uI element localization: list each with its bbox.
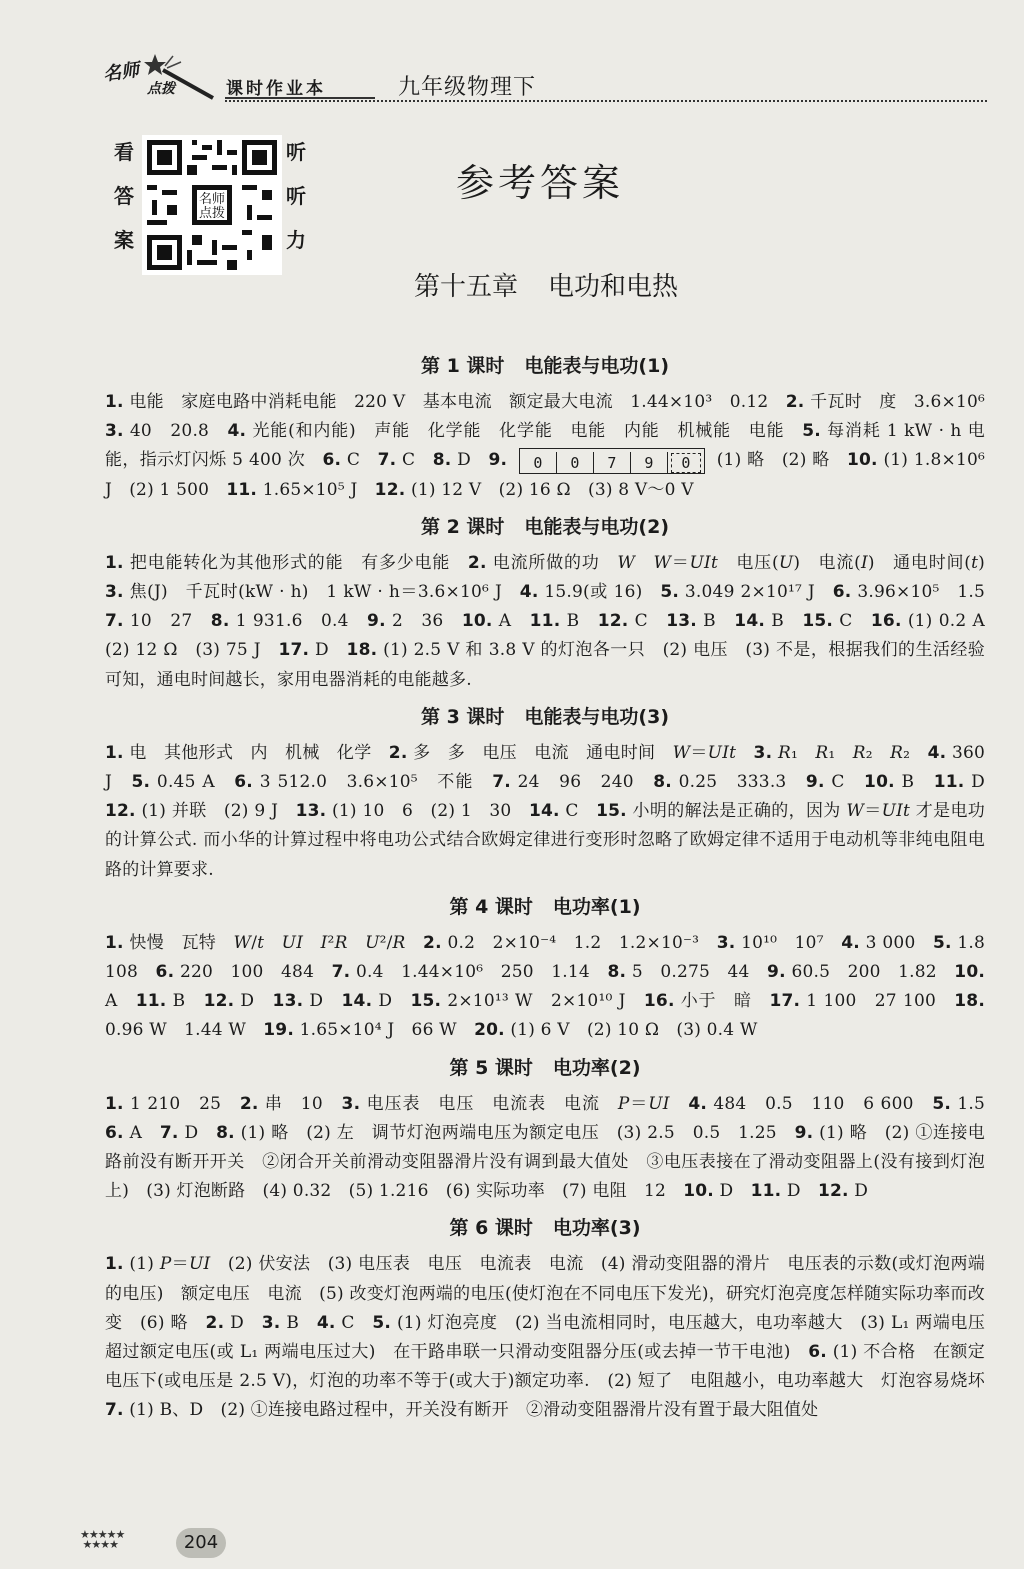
meter-reading-boxes <box>519 448 705 474</box>
lesson-name: 电功率(2) <box>552 1056 641 1079</box>
meter-digit: 0 <box>557 452 594 474</box>
lesson-name: 电功率(3) <box>552 1217 641 1240</box>
lesson-answers-3: 1. 电 其他形式 内 机械 化学 2. 多 多 电压 电流 通电时间 W＝UIt 3. R₁ R₁ R₂ R₂ 4. 360 J 5. 0.45 A 6. 3 512.0 3.6×10⁵ 不能 7. 24 96 240 8. 0.25 333.3 9. C 10. B 11. D 12. (1) 并联 (2) 9 J 13. (1) 10 6 (2) 1 30 14. C 15. 小明的解法是正确的，因为 W＝UIt 才是电功的计算公式. 而小华的计算过程中将电功公式结合欧姆定律进行变形时忽略了欧姆定律不适用于电动机等非纯电阻电路的计算要求. <box>105 742 1003 880</box>
meter-decimal-digit: 0 <box>671 453 701 473</box>
lesson-name: 电能表与电功(3) <box>524 705 670 728</box>
qr-right-char: 听 <box>286 140 306 164</box>
svg-text:名师: 名师 <box>198 192 226 207</box>
qr-left-char: 看 <box>114 140 134 164</box>
page-footer <box>80 1524 240 1564</box>
lesson-number: 第 4 课时 <box>449 895 533 918</box>
lesson-answers-1 <box>105 388 1003 505</box>
meter-digit: 0 <box>520 452 557 474</box>
lesson-heading-6 <box>105 1206 985 1250</box>
meter-digit: 9 <box>631 452 668 474</box>
answer-content <box>105 344 1003 1426</box>
lesson-name: 电能表与电功(2) <box>524 515 670 538</box>
lesson-answers-4: 1. 快慢 瓦特 W/t UI I²R U²/R 2. 0.2 2×10⁻⁴ 1.2 1.2×10⁻³ 3. 10¹⁰ 10⁷ 4. 3 000 5. 1.8 108 6. 220 100 484 7. 0.4 1.44×10⁶ 250 1.14 8. 5 0.275 44 9. 60.5 200 1.82 10. A 11. B 12. D 13. D 14. D 15. 2×10¹³ W 2×10¹⁰ J 16. 小于 暗 17. 1 100 27 100 18. 0.96 W 1.44 W 19. 1.65×10⁴ J 66 W 20. (1) 6 V (2) 10 Ω (3) 0.4 W <box>105 932 1003 1041</box>
page-header <box>0 0 1024 110</box>
chapter-title <box>0 266 1024 303</box>
qr-left-char: 案 <box>114 228 134 252</box>
lesson-number: 第 3 课时 <box>420 705 505 728</box>
answers-text: (1) 略 (2) 略 10. (1) 1.8×10⁶ J (2) 1 500 11. 1.65×10⁵ J 12. (1) 12 V (2) 16 Ω (3) 8 V～0 V <box>105 450 986 500</box>
page-title: 参考答案 <box>455 161 624 205</box>
lesson-number: 第 1 课时 <box>420 355 505 377</box>
lesson-name: 电功率(1) <box>552 895 641 918</box>
chapter-number: 第十五章 <box>413 272 518 302</box>
lesson-number: 第 6 课时 <box>449 1217 533 1240</box>
meter-digit: 7 <box>594 452 631 474</box>
qr-right-char: 力 <box>286 228 306 252</box>
chapter-name: 电功和电热 <box>548 272 679 302</box>
lesson-heading-4 <box>105 885 985 929</box>
lesson-answers-2: 1. 把电能转化为其他形式的能 有多少电能 2. 电流所做的功 W W＝UIt 电压(U) 电流(I) 通电时间(t) 3. 焦(J) 千瓦时(kW · h) 1 kW · h＝3.6×10⁶ J 4. 15.9(或 16) 5. 3.049 2×10¹⁷ J 6. 3.96×10⁵ 1.5 7. 10 27 8. 1 931.6 0.4 9. 2 36 10. A 11. B 12. C 13. B 14. B 15. C 16. (1) 0.2 A (2) 12 Ω (3) 75 J 17. D 18. (1) 2.5 V 和 3.8 V 的灯泡各一只 (2) 电压 (3) 不是，根据我们的生活经验可知，通电时间越长，家用电器消耗的电能越多. <box>105 552 1003 690</box>
publisher-logo <box>95 52 225 107</box>
series-name: 课时作业本 <box>226 79 326 99</box>
grade-subject: 九年级物理下 <box>398 75 537 100</box>
qr-right-char: 听 <box>286 184 306 208</box>
lesson-heading-3 <box>105 695 985 739</box>
lesson-heading-5 <box>105 1046 985 1090</box>
lesson-answers-6: 1. (1) P＝UI (2) 伏安法 (3) 电压表 电压 电流表 电流 (4) 滑动变阻器的滑片 电压表的示数(或灯泡两端的电压) 额定电压 电流 (5) 改变灯泡两端的电压(使灯泡在不同电压下发光)，研究灯泡亮度怎样随实际功率而改变 (6) 略 2. D 3. B 4. C 5. (1) 灯泡亮度 (2) 当电流相同时，电压越大，电功率越大 (3) L₁ 两端电压超过额定电压(或 L₁ 两端电压过大) 在干路串联一只滑动变阻器分压(或去掉一节干电池) 6. (1) 不合格 在额定电压下(或电压是 2.5 V)，灯泡的功率不等于(或大于)额定功率. (2) 短了 电阻越小，电功率越大 灯泡容易烧坏 7. (1) B、D (2) ①连接电路过程中，开关没有断开 ②滑动变阻器滑片没有置于最大阻值处 <box>105 1254 1003 1421</box>
svg-text:点拨: 点拨 <box>198 206 226 221</box>
lesson-heading-1 <box>105 344 985 388</box>
star-decoration-icon: ★★★★★ ★★★★ <box>80 1528 125 1551</box>
header-rule-dotted <box>225 100 987 102</box>
lesson-name: 电能表与电功(1) <box>524 355 670 377</box>
logo-line2: 点拨 <box>147 81 175 97</box>
lesson-number: 第 2 课时 <box>420 515 505 538</box>
answers-text: 1. 电能 家庭电路中消耗电能 220 V 基本电流 额定最大电流 1.44×10³ 0.12 2. 千瓦时 度 3.6×10⁶ 3. 40 20.8 4. 光能(和内能) 声能 化学能 化学能 电能 内能 机械能 电能 5. 每消耗 1 kW · h 电能，指示灯闪烁 5 400 次 6. C 7. C 8. D 9. <box>105 392 1003 471</box>
lesson-heading-2 <box>105 505 985 549</box>
lesson-answers-5: 1. 1 210 25 2. 串 10 3. 电压表 电压 电流表 电流 P＝UI 4. 484 0.5 110 6 600 5. 1.5 6. A 7. D 8. (1) 略 (2) 左 调节灯泡两端电压为额定电压 (3) 2.5 0.5 1.25 9. (1) 略 (2) ①连接电路前没有断开开关 ②闭合开关前滑动变阻器滑片没有调到最大值处 ③电压表接在了滑动变阻器上(没有接到灯泡上) (3) 灯泡断路 (4) 0.32 (5) 1.216 (6) 实际功率 (7) 电阻 12 10. D 11. D 12. D <box>105 1093 1003 1202</box>
qr-left-char: 答 <box>114 184 134 208</box>
lesson-number: 第 5 课时 <box>449 1056 533 1079</box>
page-number: 204 <box>176 1528 226 1558</box>
logo-line1: 名师 <box>101 59 141 86</box>
header-rule-solid <box>225 97 375 99</box>
